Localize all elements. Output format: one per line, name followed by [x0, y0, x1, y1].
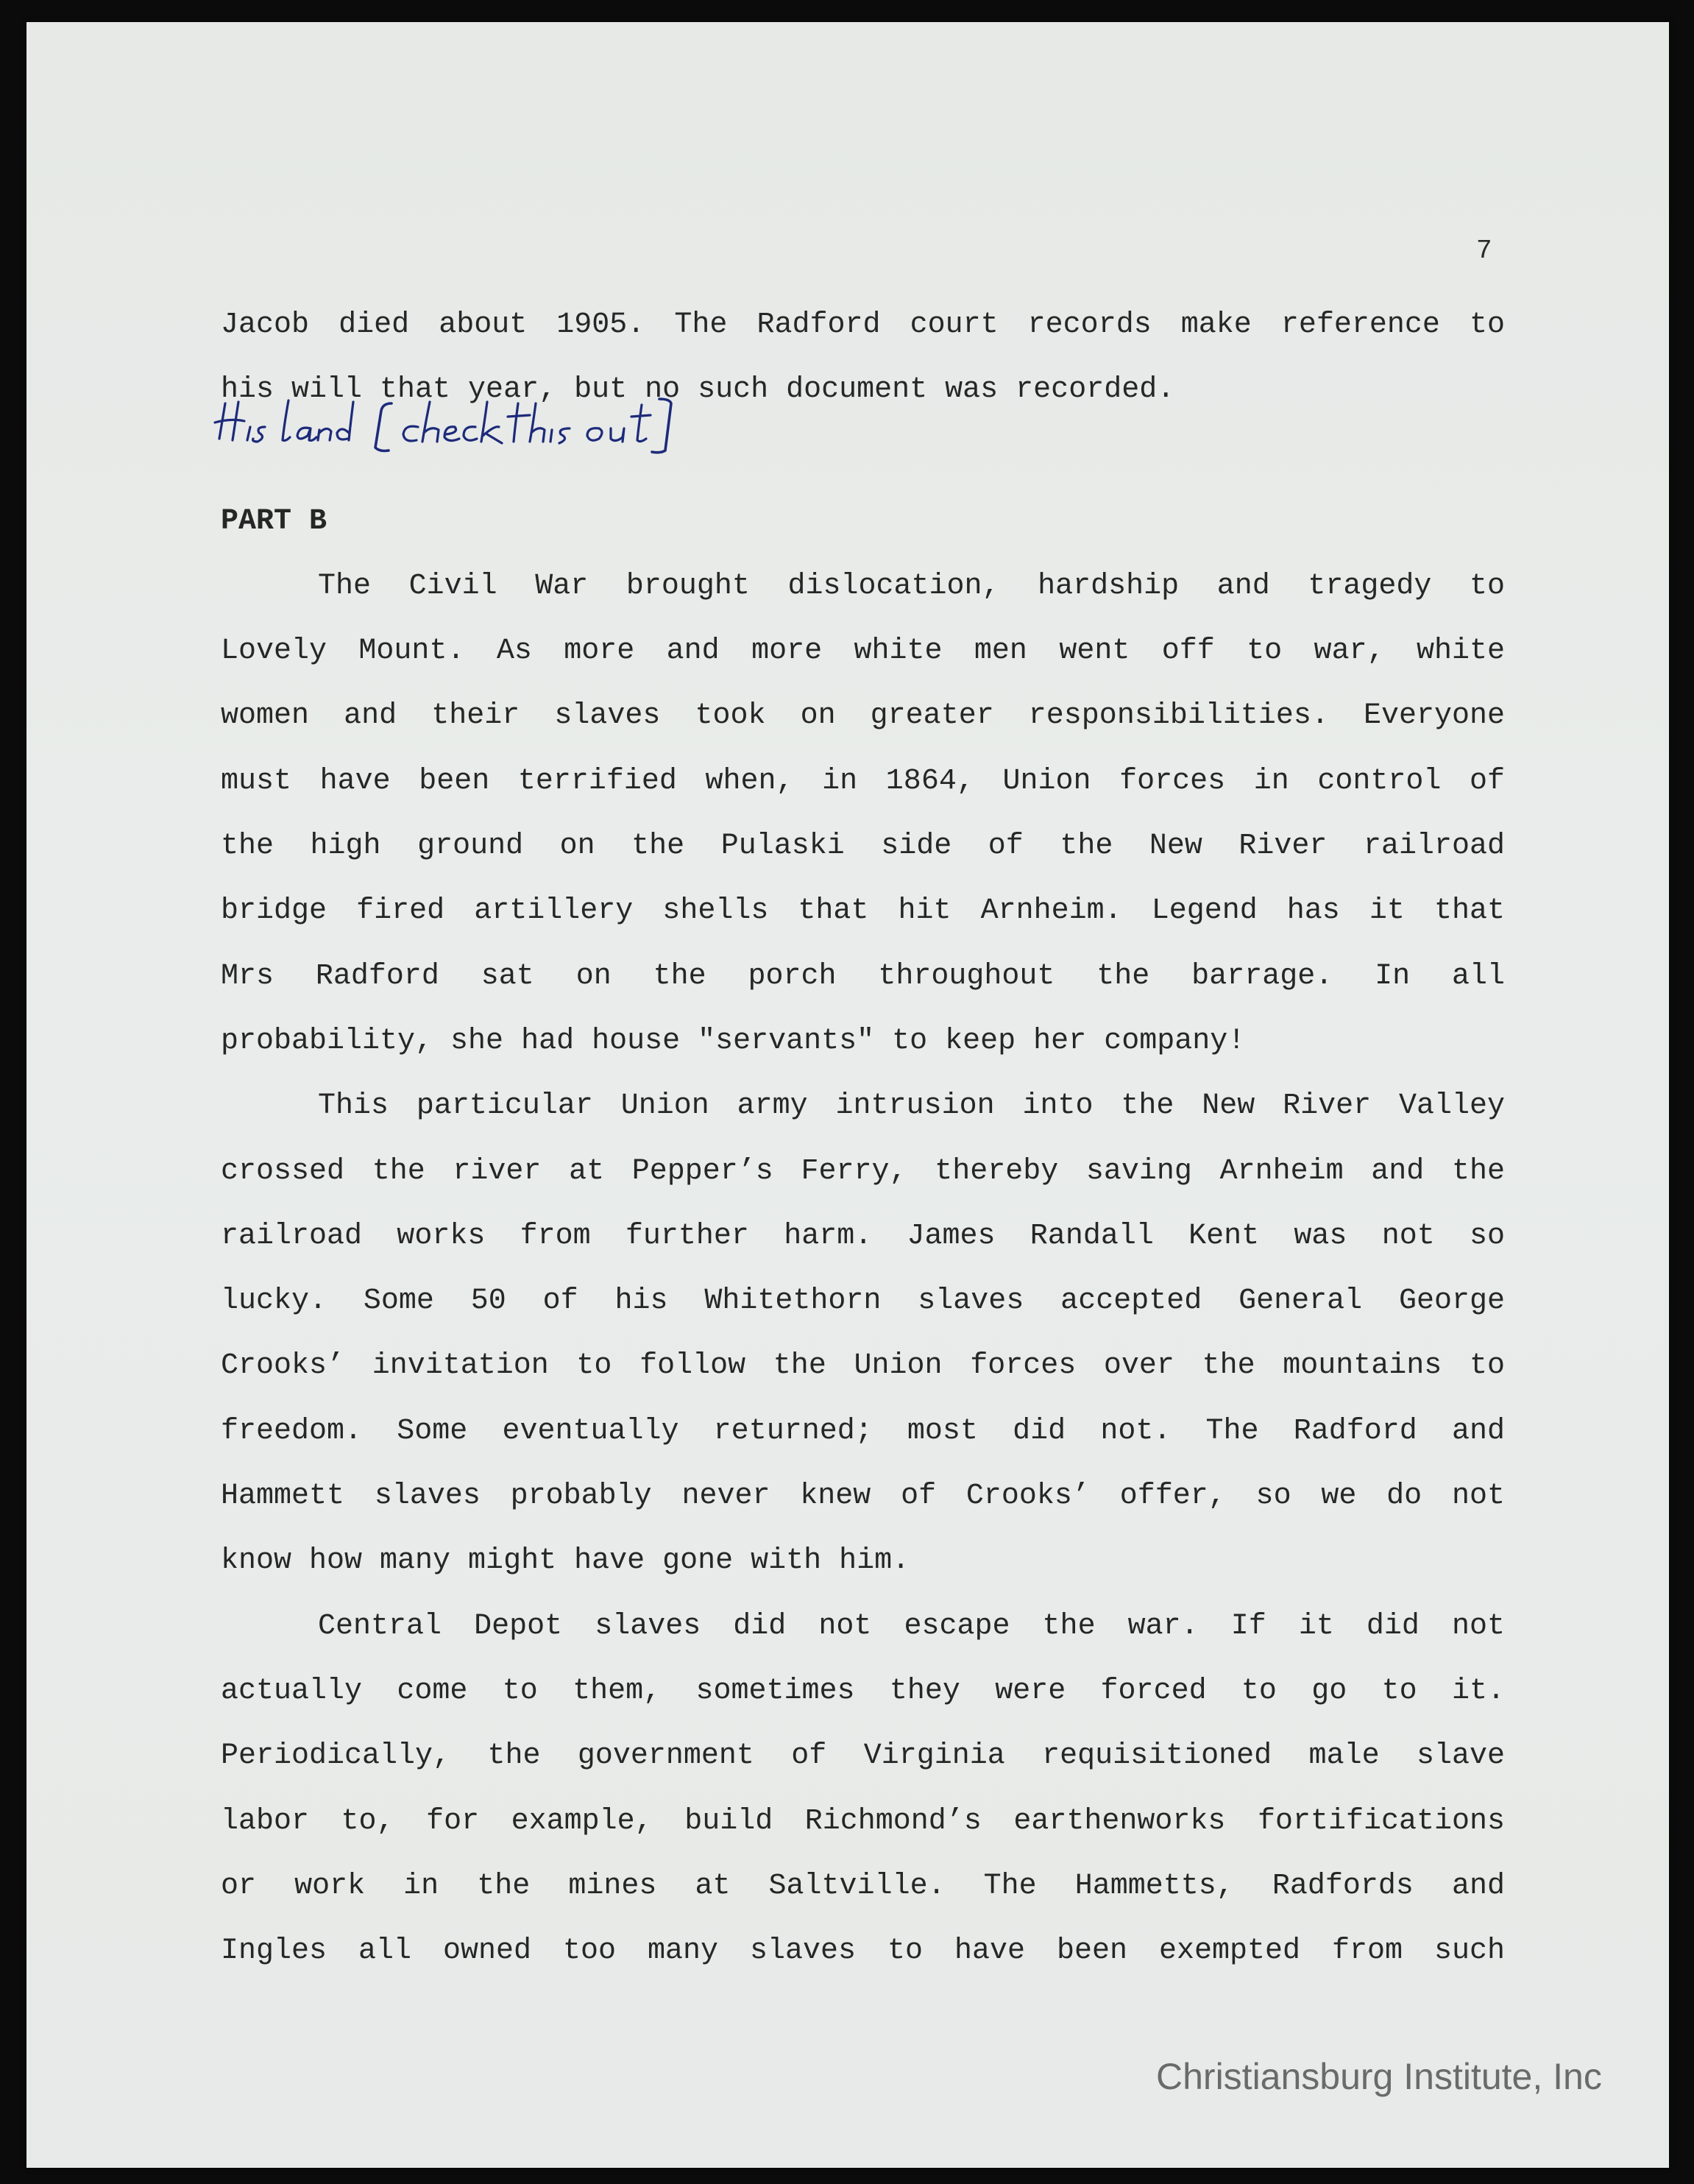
text-line: women and their slaves took on greater responsibilities. Everyone: [221, 699, 1505, 733]
text-line: This particular Union army intrusion into the New River Valley: [318, 1089, 1505, 1123]
text-line: Periodically, the government of Virginia requisitioned male slave: [221, 1739, 1505, 1773]
text-line: labor to, for example, build Richmond’s earthenworks fortifications: [221, 1804, 1505, 1838]
paragraph: [221, 1594, 1505, 1985]
text-line: must have been terrified when, in 1864, Union forces in control of: [221, 764, 1505, 798]
text-line: or work in the mines at Saltville. The Hammetts, Radfords and: [221, 1869, 1505, 1903]
text-line: know how many might have gone with him.: [221, 1544, 910, 1578]
text-line: his will that year, but no such document was recorded.: [221, 373, 1175, 407]
text-line: lucky. Some 50 of his Whitethorn slaves accepted General George: [221, 1284, 1505, 1318]
text-line: Central Depot slaves did not escape the war. If it did not: [318, 1609, 1505, 1643]
paragraph: [221, 1074, 1505, 1594]
text-line: The Civil War brought dislocation, hardship and tragedy to: [318, 569, 1505, 603]
text-line: freedom. Some eventually returned; most did not. The Radford and: [221, 1414, 1505, 1448]
text-line: crossed the river at Pepper’s Ferry, thereby saving Arnheim and the: [221, 1154, 1505, 1188]
text-line: probability, she had house "servants" to keep her company!: [221, 1024, 1246, 1058]
text-line: Ingles all owned too many slaves to have been exempted from such: [221, 1934, 1505, 1968]
text-line: bridge fired artillery shells that hit Arnheim. Legend has it that: [221, 894, 1505, 928]
annotation-spacer: [221, 423, 1505, 467]
section-heading: PART B: [221, 504, 327, 538]
text-line: Jacob died about 1905. The Radford court records make reference to: [221, 308, 1505, 342]
page-number: 7: [1476, 236, 1492, 266]
text-line: Lovely Mount. As more and more white men went off to war, white: [221, 635, 1505, 668]
paragraph: [221, 554, 1505, 1074]
text-line: Crooks’ invitation to follow the Union forces over the mountains to: [221, 1349, 1505, 1383]
text-line: railroad works from further harm. James Randall Kent was not so: [221, 1219, 1505, 1253]
text-line: the high ground on the Pulaski side of the New River railroad: [221, 830, 1505, 863]
text-line: Mrs Radford sat on the porch throughout the barrage. In all: [221, 959, 1505, 993]
text-line: actually come to them, sometimes they were forced to go to it.: [221, 1674, 1505, 1708]
text-line: Hammett slaves probably never knew of Crooks’ offer, so we do not: [221, 1480, 1505, 1513]
document-page: [26, 22, 1669, 2168]
watermark: Christiansburg Institute, Inc: [1156, 2056, 1602, 2097]
body-text: [221, 293, 1505, 1984]
